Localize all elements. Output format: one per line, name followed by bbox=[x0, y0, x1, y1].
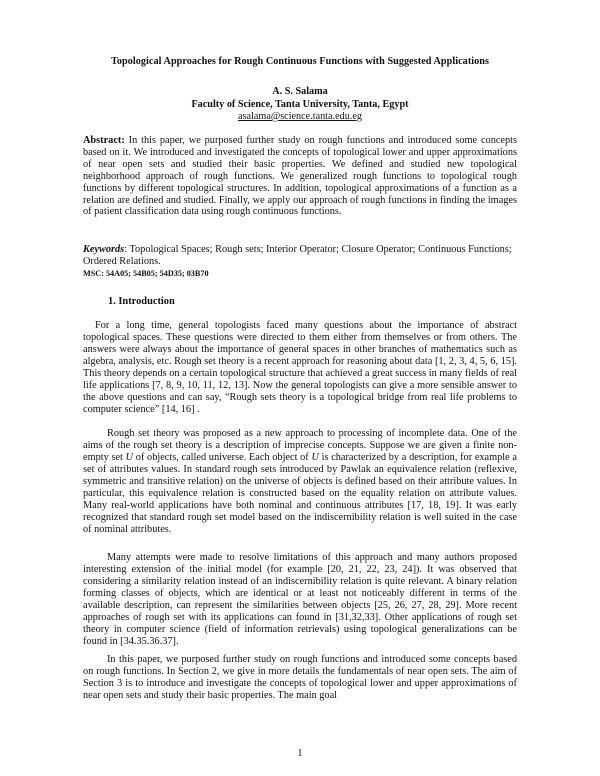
paragraph-2 bbox=[83, 428, 517, 536]
section-heading-introduction: 1. Introduction bbox=[108, 296, 175, 307]
paragraph-1 bbox=[83, 320, 517, 416]
paragraph-2-text-a: Rough set theory was proposed as a new approach to processing of incomplete data. One of the aims of the rough set theory is a description of imprecise concepts. Suppose we are given a finite non-empty set bbox=[83, 428, 517, 464]
paragraph-2-text-b: of objects, called universe. Each object of bbox=[133, 452, 312, 464]
paragraph-3 bbox=[83, 552, 517, 648]
page-number: 1 bbox=[297, 748, 303, 759]
author-email[interactable]: asalama@science.tanta.edu.eg bbox=[238, 111, 362, 122]
paragraph-3-text: Many attempts were made to resolve limitations of this approach and many authors proposed interesting extension of the initial model (for example [20, 21, 22, 23, 24]). It was observed that considering a similarity relation instead of an indiscernibility relation is quite relevant. A binary relation forming classes of objects, which are identical or at least not noticeably different in terms of the available description, can represent the similarities between objects [25, 26, 27, 28, 29]. More recent approaches of rough set with its applications can found in [31,32,33]. Other applications of rough set theory in computer science (field of information retrievals) using topological generalizations can be found in [34.35.36.37]. bbox=[83, 552, 517, 648]
abstract-text: In this paper, we purposed further study on rough functions and introduced some concepts based on it. We introduced and investigated the concepts of topological lower and upper approximations of near open sets and studied their basic properties. We defined and studied new topological neighborhood approach of rough functions. We generalized rough functions to topological rough functions by different topological structures. In addition, topological approximations of a function as a relation are defined and studied. Finally, we apply our approach of rough functions in finding the images of patient classification data using rough continuous functions. bbox=[83, 135, 517, 218]
keywords bbox=[83, 244, 517, 268]
keywords-label: Keywords bbox=[83, 244, 125, 255]
keywords-text: : Topological Spaces; Rough sets; Interior Operator; Closure Operator; Continuous Functions; Ordered Relations. bbox=[83, 244, 512, 267]
author-name: A. S. Salama bbox=[272, 86, 328, 97]
abstract-label: Abstract: bbox=[83, 135, 125, 146]
paragraph-4 bbox=[83, 654, 517, 702]
author-affiliation: Faculty of Science, Tanta University, Tanta, Egypt bbox=[191, 99, 409, 110]
paragraph-1-text: For a long time, general topologists faced many questions about the importance of abstract topological spaces. These questions were directed to them either from themselves or from others. The answers were always about the importance of general spaces in other branches of mathematics such as algebra, analysis, etc. Rough set theory is a recent approach for reasoning about data [1, 2, 3, 4, 5, 6, 15]. This theory depends on a certain topological structure that achieved a great success in many fields of real life applications [7, 8, 9, 10, 11, 12, 13]. Now the general topologists can give a more sensible answer to the above questions and can say, “Rough sets theory is a topological bridge from real life problems to computer science” [14, 16] . bbox=[83, 320, 517, 416]
paragraph-4-text: In this paper, we purposed further study on rough functions and introduced some concepts based on rough functions. In Section 2, we give in more details the fundamentals of near open sets. The aim of Section 3 is to introduce and investigate the concepts of topological lower and upper approximations of near open sets and study their basic properties. The main goal bbox=[83, 654, 517, 702]
variable-u: U bbox=[125, 452, 134, 464]
paper-title: Topological Approaches for Rough Continuous Functions with Suggested Applications bbox=[110, 56, 490, 67]
msc-codes: MSC: 54A05; 54B05; 54D35; 03B70 bbox=[83, 269, 209, 278]
paragraph-2-text-c: is characterized by a description, for example a set of attributes values. In standard rough sets introduced by Pawlak an equivalence relation (reflexive, symmetric and transitive relation) on the universe of objects is defined based on their attribute values. In particular, this equivalence relation is constructed based on the equality relation on attribute values. Many real-world applications have both nominal and continuous attributes [17, 18, 19]. It was early recognized that standard rough set model based on the indiscernibility relation is well suited in the case of nominal attributes. bbox=[83, 452, 518, 536]
variable-u: U bbox=[311, 452, 319, 464]
abstract bbox=[83, 135, 517, 218]
